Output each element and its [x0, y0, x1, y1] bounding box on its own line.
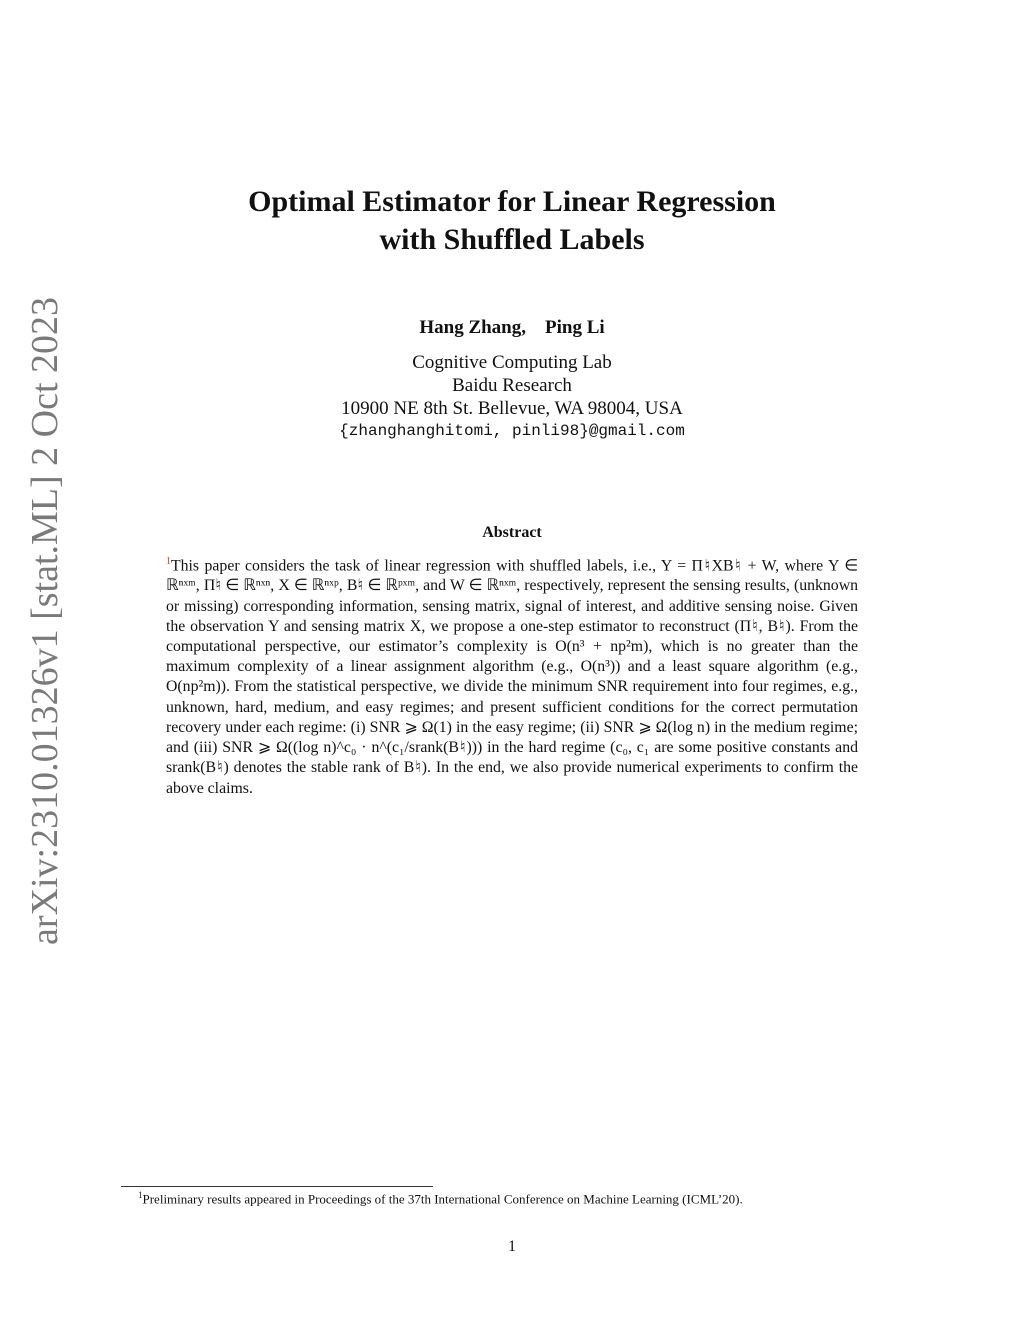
title-line-2: with Shuffled Labels	[379, 223, 645, 256]
affiliation	[250, 351, 774, 443]
footnote-text: Preliminary results appeared in Proceedings of the 37th International Conference on Machine Learning (ICML’20).	[142, 1191, 743, 1207]
organization: Baidu Research	[452, 375, 572, 396]
title-line-1: Optimal Estimator for Linear Regression	[248, 185, 776, 218]
footnote-marker: 1	[138, 1190, 143, 1200]
abstract-text: This paper considers the task of linear regression with shuffled labels, i.e., Y = Π♮XB♮ + W, where Y ∈ ℝⁿˣᵐ, Π♮ ∈ ℝⁿˣⁿ, X ∈ ℝⁿˣᵖ, B♮ ∈ ℝᵖˣᵐ, and W ∈ ℝⁿˣᵐ, respectively, represent the sensing results, (unknown or missing) corresponding information, sensing matrix, signal of interest, and additive sensing noise. Given the observation Y and sensing matrix X, we propose a one-step estimator to reconstruct (Π♮, B♮). From the computational perspective, our estimator’s complexity is O(n³ + np²m), which is no greater than the maximum complexity of a linear assignment algorithm (e.g., O(n³)) and a least square algorithm (e.g., O(np²m)). From the statistical perspective, we divide the minimum SNR requirement into four regimes, e.g., unknown, hard, medium, and easy regimes; and present sufficient conditions for the correct permutation recovery under each regime: (i) SNR ⩾ Ω(1) in the easy regime; (ii) SNR ⩾ Ω(log n) in the medium regime; and (iii) SNR ⩾ Ω((log n)^c₀ · n^(c₁/srank(B♮))) in the hard regime (c₀, c₁ are some positive constants and srank(B♮) denotes the stable rank of B♮). In the end, we also provide numerical experiments to confirm the above claims.	[166, 557, 858, 797]
arxiv-watermark: arXiv:2310.01326v1 [stat.ML] 2 Oct 2023	[24, 296, 66, 945]
abstract-heading: Abstract	[482, 524, 542, 541]
email: {zhanghanghitomi, pinli98}@gmail.com	[339, 422, 685, 440]
page-number: 1	[508, 1238, 516, 1255]
footnote-rule	[121, 1186, 433, 1187]
paper-title	[160, 183, 864, 259]
abstract-footnote-marker: 1	[166, 556, 171, 567]
footnote	[138, 1190, 938, 1207]
address: 10900 NE 8th St. Bellevue, WA 98004, USA	[341, 398, 683, 419]
authors: Hang Zhang, Ping Li	[419, 317, 605, 338]
abstract-body	[166, 552, 858, 799]
lab-name: Cognitive Computing Lab	[412, 352, 612, 373]
